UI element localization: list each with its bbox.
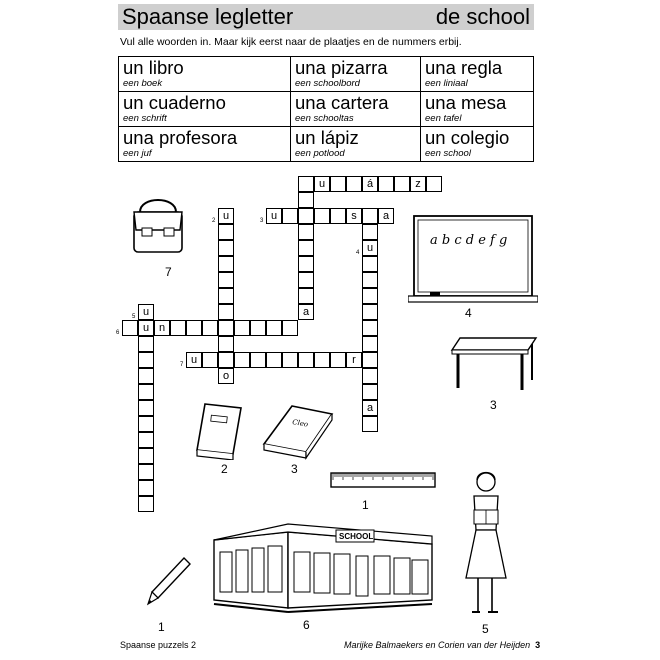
spanish-word: un cuaderno [123,92,226,113]
given-letter: a [302,306,310,318]
spanish-word: una regla [425,57,503,78]
crossword-cell[interactable] [298,240,314,256]
teacher-icon [460,470,512,620]
dutch-translation: een school [425,148,471,159]
crossword-cell[interactable] [218,336,234,352]
given-letter: a [366,402,374,414]
picture-label: 2 [221,462,228,476]
crossword-cell[interactable] [116,320,138,336]
picture-label: 5 [482,622,489,636]
vocab-row [119,127,534,162]
clue-number: 7 [180,362,184,368]
crossword-cell[interactable] [298,176,314,192]
given-letter: s [351,210,357,222]
crossword-cell[interactable] [250,352,266,368]
vocab-cell [291,127,421,162]
crossword-cell[interactable] [314,208,330,224]
crossword-cell[interactable] [330,208,346,224]
school-bag-icon [128,190,188,262]
given-letter: u [142,306,150,318]
crossword-cell[interactable] [378,176,394,192]
given-letter: u [366,242,374,254]
crossword-cell[interactable] [250,320,266,336]
crossword-cell[interactable] [362,288,378,304]
crossword-cell[interactable] [362,368,378,384]
page-topic: de school [435,4,530,29]
crossword-cell[interactable] [218,272,234,288]
crossword-cell[interactable] [426,176,442,192]
dutch-translation: een boek [123,78,163,89]
dutch-translation: een tafel [425,113,462,124]
picture-label: 4 [465,306,472,320]
vocab-row [119,92,534,127]
crossword-cell[interactable] [138,384,154,400]
crossword-cell[interactable] [378,208,394,224]
crossword-cell[interactable] [138,400,154,416]
crossword-cell[interactable] [362,352,378,368]
footer-book-title: Spaanse puzzels 2 [120,640,197,650]
clue-number: 3 [260,218,264,224]
crossword-cell[interactable] [212,208,234,224]
spanish-word: una mesa [425,92,507,113]
given-letter: u [270,210,278,222]
school-building-icon [212,518,434,616]
crossword-cell[interactable] [218,288,234,304]
crossword-cell[interactable] [362,176,378,192]
vocab-cell [421,57,534,92]
crossword-cell[interactable] [218,224,234,240]
crossword-cell[interactable] [298,224,314,240]
vocab-row [119,57,534,92]
given-letter: á [366,178,374,190]
crossword-cell[interactable] [298,352,314,368]
vocab-cell [291,57,421,92]
school-sign: SCHOOL [339,532,374,541]
dutch-translation: een schooltas [295,113,354,124]
crossword-cell[interactable] [138,336,154,352]
crossword-cell[interactable] [362,320,378,336]
crossword-cell[interactable] [298,272,314,288]
crossword-cell[interactable] [362,384,378,400]
crossword-cell[interactable] [282,352,298,368]
crossword-cell[interactable] [298,256,314,272]
blackboard-text: a b c d e f g [430,233,508,248]
crossword-cell[interactable] [314,352,330,368]
crossword-cell[interactable] [362,224,378,240]
crossword-cell[interactable] [362,304,378,320]
picture-label: 7 [165,265,172,279]
crossword-cell[interactable] [362,272,378,288]
crossword-cell[interactable] [410,176,426,192]
footer-author-names: Marijke Balmaekers en Corien van der Heijden [344,640,531,650]
crossword-cell[interactable] [138,352,154,368]
crossword-cell[interactable] [170,320,186,336]
crossword-cell[interactable] [362,208,378,224]
vocab-cell [119,57,291,92]
given-letter: u [190,354,198,366]
crossword-cell[interactable] [362,336,378,352]
dutch-translation: een liniaal [425,78,468,89]
crossword-cell[interactable] [356,240,378,256]
crossword-cell[interactable] [314,176,330,192]
crossword-cell[interactable] [138,320,154,336]
crossword-cell[interactable] [282,320,298,336]
crossword-cell[interactable] [362,256,378,272]
crossword-cell[interactable] [298,208,314,224]
spanish-word: una pizarra [295,57,388,78]
dutch-translation: een juf [123,148,152,159]
crossword-cell[interactable] [186,320,202,336]
blackboard-icon [408,214,538,306]
page-number: 3 [535,640,541,650]
spanish-word: un lápiz [295,127,359,148]
crossword-cell[interactable] [298,304,314,320]
crossword-cell[interactable] [218,352,234,368]
given-letter: u [142,322,150,334]
pencil-icon [146,556,192,606]
picture-label: 6 [303,618,310,632]
picture-label: 3 [490,398,497,412]
instruction-text: Vul alle woorden in. Maar kijk eerst naar de plaatjes en de nummers erbij. [120,36,462,48]
crossword-cell[interactable] [218,240,234,256]
dutch-translation: een schoolbord [295,78,360,89]
spanish-word: una profesora [123,127,238,148]
clue-number: 6 [116,330,120,336]
crossword-cell[interactable] [330,352,346,368]
crossword-cell[interactable] [132,304,154,320]
crossword-cell[interactable] [138,496,154,512]
crossword-cell[interactable] [346,208,362,224]
page-header [118,4,534,30]
crossword-cell[interactable] [346,176,362,192]
picture-label: 3 [291,462,298,476]
dutch-translation: een schrift [123,113,167,124]
spanish-word: un colegio [425,127,510,148]
crossword-cell[interactable] [202,352,218,368]
dutch-translation: een potlood [295,148,345,159]
clue-number: 2 [212,218,216,224]
book-cover-text: Cleo [291,418,309,429]
clue-number: 5 [132,314,136,320]
crossword-cell[interactable] [266,320,282,336]
crossword-cell[interactable] [362,416,378,432]
picture-label: 1 [158,620,165,634]
picture-label: 1 [362,498,369,512]
crossword-cell[interactable] [154,320,170,336]
crossword-cell[interactable] [346,352,362,368]
crossword-cell[interactable] [362,400,378,416]
crossword-cell[interactable] [138,464,154,480]
given-letter: z [415,178,421,190]
crossword-cell[interactable] [138,368,154,384]
crossword-cell[interactable] [394,176,410,192]
vocab-cell [119,127,291,162]
crossword-cell[interactable] [330,176,346,192]
notebook-icon [193,402,245,460]
vocab-cell [421,92,534,127]
crossword-cell[interactable] [234,320,250,336]
footer-authors [344,640,540,650]
given-letter: u [222,210,230,222]
vocab-cell [119,92,291,127]
crossword-cell[interactable] [138,448,154,464]
given-letter: o [222,370,230,382]
crossword-cell[interactable] [234,352,250,368]
vocabulary-table [118,56,534,162]
crossword-cell[interactable] [180,352,202,368]
clue-number: 4 [356,250,360,256]
crossword-cell[interactable] [218,320,234,336]
crossword-cell[interactable] [218,368,234,384]
crossword-cell[interactable] [260,208,282,224]
given-letter: n [158,322,166,334]
crossword-cell[interactable] [138,416,154,432]
crossword-cell[interactable] [282,208,298,224]
crossword-cell[interactable] [218,256,234,272]
given-letter: u [318,178,326,190]
crossword-cell[interactable] [138,432,154,448]
vocab-cell [421,127,534,162]
spanish-word: un libro [123,57,184,78]
book-icon [262,404,334,460]
ruler-icon [330,470,436,490]
crossword-cell[interactable] [298,288,314,304]
spanish-word: una cartera [295,92,389,113]
vocab-cell [291,92,421,127]
table-icon [448,336,540,392]
crossword-cell[interactable] [202,320,218,336]
crossword-cell[interactable] [138,480,154,496]
page-title: Spaanse legletter [122,4,294,29]
crossword-cell[interactable] [298,192,314,208]
crossword-cell[interactable] [218,304,234,320]
given-letter: r [352,354,356,366]
given-letter: a [382,210,390,222]
crossword-cell[interactable] [266,352,282,368]
